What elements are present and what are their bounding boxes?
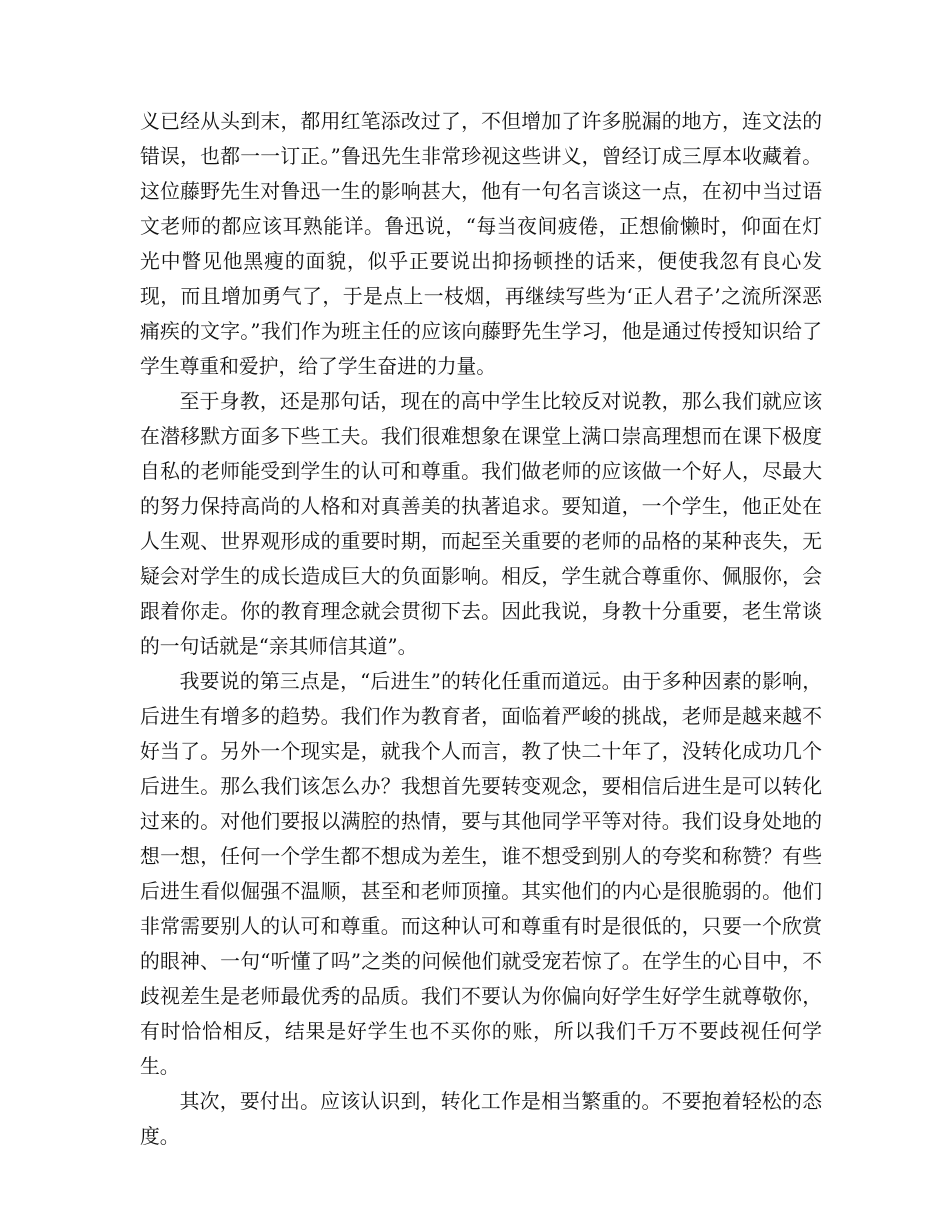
paragraph-effort: 其次，要付出。应该认识到，转化工作是相当繁重的。不要抱着轻松的态度。: [140, 1090, 822, 1148]
paragraph-teaching-by-example: 至于身教，还是那句话，现在的高中学生比较反对说教，那么我们就应该在潜移默方面多下些工夫。我们很难想象在课堂上满口崇高理想而在课下极度自私的老师能受到学生的认可和尊重。我们做老师的应该做一个好人，尽最大的努力保持高尚的人格和对真善美的执著追求。要知道，一个学生，他正处在人生观、世界观形成的重要时期，而起至关重要的老师的品格的某种丧失，无疑会对学生的成长造成巨大的负面影响。相反，学生就合尊重你、佩服你，会跟着你走。你的教育理念就会贯彻下去。因此我说，身教十分重要，老生常谈的一句话就是“亲其师信其道”。: [140, 390, 822, 658]
paragraph-continued: 义已经从头到末，都用红笔添改过了，不但增加了许多脱漏的地方，连文法的错误，也都一一订正。”鲁迅先生非常珍视这些讲义，曾经订成三厚本收藏着。这位藤野先生对鲁迅一生的影响甚大，他有一句名言谈这一点，在初中当过语文老师的都应该耳熟能详。鲁迅说，“每当夜间疲倦，正想偷懒时，仰面在灯光中瞥见他黑瘦的面貌，似乎正要说出抑扬顿挫的话来，便使我忽有良心发现，而且增加勇气了，于是点上一枝烟，再继续写些为‘正人君子’之流所深恶痛疾的文字。”我们作为班主任的应该向藤野先生学习，他是通过传授知识给了学生尊重和爱护，给了学生奋进的力量。: [140, 110, 822, 378]
paragraph-underachieving-students: 我要说的第三点是，“后进生”的转化任重而道远。由于多种因素的影响，后进生有增多的趋势。我们作为教育者，面临着严峻的挑战，老师是越来越不好当了。另外一个现实是，就我个人而言，教了快二十年了，没转化成功几个后进生。那么我们该怎么办？我想首先要转变观念，要相信后进生是可以转化过来的。对他们要报以满腔的热情，要与其他同学平等对待。我们设身处地的想一想，任何一个学生都不想成为差生，谁不想受到别人的夸奖和称赞？有些后进生看似倔强不温顺，甚至和老师顶撞。其实他们的内心是很脆弱的。他们非常需要别人的认可和尊重。而这种认可和尊重有时是很低的，只要一个欣赏的眼神、一句“听懂了吗”之类的问候他们就受宠若惊了。在学生的心目中，不歧视差生是老师最优秀的品质。我们不要认为你偏向好学生好学生就尊敬你，有时恰恰相反，结果是好学生也不买你的账，所以我们千万不要歧视任何学生。: [140, 670, 822, 1078]
document-page: [140, 104, 822, 1154]
